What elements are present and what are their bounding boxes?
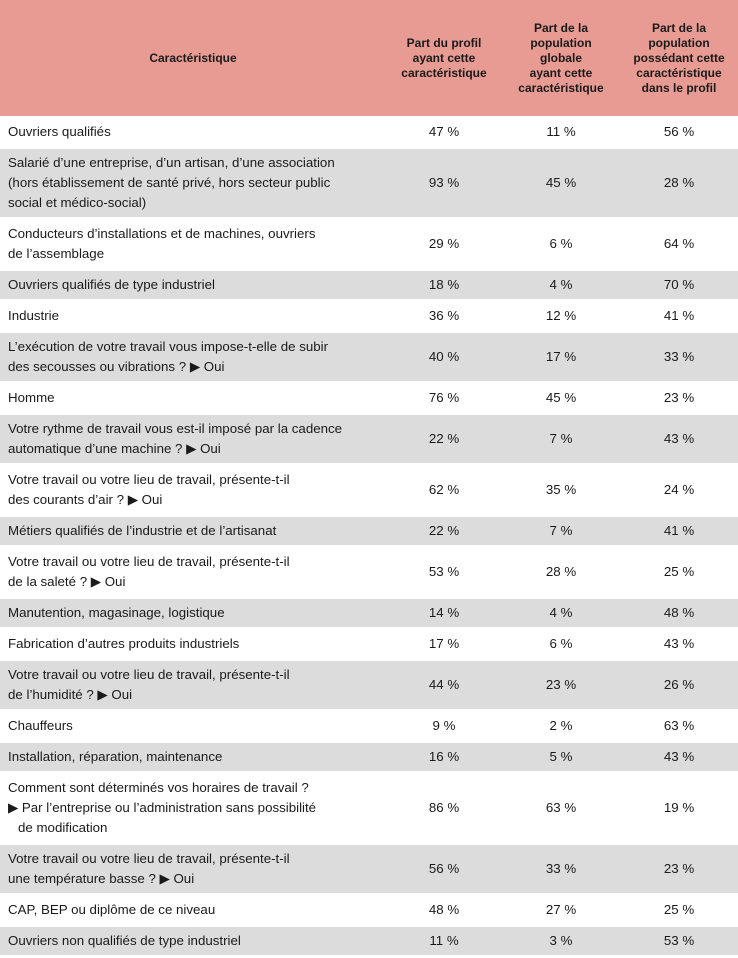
characteristic-line: L’exécution de votre travail vous impose-t-elle de subir bbox=[8, 339, 329, 354]
profile-population-share-cell: 56 % bbox=[620, 117, 738, 148]
characteristic-line: Métiers qualifiés de l’industrie et de l’artisanat bbox=[8, 523, 277, 538]
global-share-cell: 6 % bbox=[502, 219, 620, 270]
table-row bbox=[0, 516, 738, 547]
table-row bbox=[0, 598, 738, 629]
header-line: possédant cette bbox=[633, 50, 725, 65]
global-share-cell: 5 % bbox=[502, 742, 620, 773]
profile-population-share-cell: 41 % bbox=[620, 301, 738, 332]
profile-share-cell: 93 % bbox=[386, 148, 502, 219]
header-line: population bbox=[530, 35, 592, 50]
global-share-cell: 27 % bbox=[502, 895, 620, 926]
table-row bbox=[0, 773, 738, 844]
table-row bbox=[0, 332, 738, 383]
global-share-cell: 17 % bbox=[502, 332, 620, 383]
profile-population-share-cell: 25 % bbox=[620, 547, 738, 598]
profile-population-share-cell: 63 % bbox=[620, 711, 738, 742]
profile-population-share-cell: 24 % bbox=[620, 465, 738, 516]
header-profile-share bbox=[386, 0, 502, 117]
table-row bbox=[0, 270, 738, 301]
header-line: Part du profil bbox=[406, 35, 482, 50]
characteristic-cell bbox=[0, 660, 386, 711]
characteristic-line: une température basse ? ▶ Oui bbox=[8, 871, 195, 886]
global-share-cell: 28 % bbox=[502, 547, 620, 598]
characteristic-cell bbox=[0, 926, 386, 957]
profile-population-share-cell: 41 % bbox=[620, 516, 738, 547]
profile-population-share-cell: 43 % bbox=[620, 742, 738, 773]
characteristic-line: Ouvriers qualifiés de type industriel bbox=[8, 277, 215, 292]
profile-population-share-cell: 26 % bbox=[620, 660, 738, 711]
characteristic-line: des courants d’air ? ▶ Oui bbox=[8, 492, 163, 507]
header-line: ayant cette bbox=[412, 50, 476, 65]
profile-share-cell: 18 % bbox=[386, 270, 502, 301]
characteristic-line: Votre travail ou votre lieu de travail, présente-t-il bbox=[8, 851, 290, 866]
profile-share-cell: 11 % bbox=[386, 926, 502, 957]
global-share-cell: 33 % bbox=[502, 844, 620, 895]
characteristic-line: de modification bbox=[18, 820, 108, 835]
table-row bbox=[0, 629, 738, 660]
characteristic-cell bbox=[0, 773, 386, 844]
profile-share-cell: 36 % bbox=[386, 301, 502, 332]
characteristic-line: Ouvriers qualifiés bbox=[8, 124, 111, 139]
global-share-cell: 12 % bbox=[502, 301, 620, 332]
profile-population-share-cell: 19 % bbox=[620, 773, 738, 844]
global-share-cell: 6 % bbox=[502, 629, 620, 660]
global-share-cell: 2 % bbox=[502, 711, 620, 742]
profile-population-share-cell: 53 % bbox=[620, 926, 738, 957]
global-share-cell: 23 % bbox=[502, 660, 620, 711]
table-header-row bbox=[0, 0, 738, 117]
characteristic-cell bbox=[0, 844, 386, 895]
profile-share-cell: 86 % bbox=[386, 773, 502, 844]
characteristic-line: de l’humidité ? ▶ Oui bbox=[8, 687, 133, 702]
characteristic-line: Salarié d’une entreprise, d’un artisan, d’une association bbox=[8, 155, 335, 170]
characteristic-line: Installation, réparation, maintenance bbox=[8, 749, 223, 764]
table-row bbox=[0, 219, 738, 270]
characteristic-line: Votre travail ou votre lieu de travail, présente-t-il bbox=[8, 554, 290, 569]
profile-share-cell: 47 % bbox=[386, 117, 502, 148]
characteristic-cell bbox=[0, 547, 386, 598]
table-row bbox=[0, 660, 738, 711]
profile-population-share-cell: 28 % bbox=[620, 148, 738, 219]
global-share-cell: 45 % bbox=[502, 148, 620, 219]
table-row bbox=[0, 117, 738, 148]
table-row bbox=[0, 711, 738, 742]
profile-share-cell: 29 % bbox=[386, 219, 502, 270]
characteristic-line: automatique d’une machine ? ▶ Oui bbox=[8, 441, 221, 456]
profile-population-share-cell: 33 % bbox=[620, 332, 738, 383]
header-profile-population-share bbox=[620, 0, 738, 117]
characteristic-line: Fabrication d’autres produits industriels bbox=[8, 636, 240, 651]
characteristic-cell bbox=[0, 301, 386, 332]
characteristic-line: Votre travail ou votre lieu de travail, présente-t-il bbox=[8, 472, 290, 487]
table-row bbox=[0, 301, 738, 332]
header-line: caractéristique bbox=[636, 65, 722, 80]
table-row bbox=[0, 465, 738, 516]
profile-population-share-cell: 64 % bbox=[620, 219, 738, 270]
profile-population-share-cell: 25 % bbox=[620, 895, 738, 926]
profile-population-share-cell: 43 % bbox=[620, 414, 738, 465]
table-row bbox=[0, 148, 738, 219]
global-share-cell: 45 % bbox=[502, 383, 620, 414]
global-share-cell: 3 % bbox=[502, 926, 620, 957]
characteristic-cell bbox=[0, 148, 386, 219]
global-share-cell: 7 % bbox=[502, 516, 620, 547]
profile-share-cell: 62 % bbox=[386, 465, 502, 516]
profile-share-cell: 22 % bbox=[386, 516, 502, 547]
header-line: population bbox=[648, 35, 710, 50]
characteristic-line: (hors établissement de santé privé, hors secteur public bbox=[8, 175, 331, 190]
profile-share-cell: 56 % bbox=[386, 844, 502, 895]
global-share-cell: 35 % bbox=[502, 465, 620, 516]
characteristic-cell bbox=[0, 383, 386, 414]
characteristic-line: de l’assemblage bbox=[8, 246, 105, 261]
characteristic-line: Industrie bbox=[8, 308, 59, 323]
profile-share-cell: 53 % bbox=[386, 547, 502, 598]
profile-population-share-cell: 23 % bbox=[620, 844, 738, 895]
characteristic-line: Ouvriers non qualifiés de type industriel bbox=[8, 933, 241, 948]
profile-share-cell: 9 % bbox=[386, 711, 502, 742]
global-share-cell: 4 % bbox=[502, 270, 620, 301]
characteristic-line: Comment sont déterminés vos horaires de travail ? bbox=[8, 780, 309, 795]
characteristic-line: Homme bbox=[8, 390, 55, 405]
header-line: caractéristique bbox=[401, 65, 487, 80]
characteristic-line: CAP, BEP ou diplôme de ce niveau bbox=[8, 902, 216, 917]
profile-population-share-cell: 43 % bbox=[620, 629, 738, 660]
profile-share-cell: 76 % bbox=[386, 383, 502, 414]
global-share-cell: 7 % bbox=[502, 414, 620, 465]
table-row bbox=[0, 926, 738, 957]
global-share-cell: 4 % bbox=[502, 598, 620, 629]
profile-share-cell: 40 % bbox=[386, 332, 502, 383]
profile-share-cell: 17 % bbox=[386, 629, 502, 660]
header-line: Part de la bbox=[533, 20, 589, 35]
characteristic-cell bbox=[0, 598, 386, 629]
header-line: ayant cette bbox=[529, 65, 593, 80]
header-line: dans le profil bbox=[641, 80, 717, 95]
global-share-cell: 63 % bbox=[502, 773, 620, 844]
characteristic-cell bbox=[0, 270, 386, 301]
characteristic-cell bbox=[0, 117, 386, 148]
characteristic-line: ▶ Par l’entreprise ou l’administration sans possibilité bbox=[8, 800, 317, 815]
header-characteristic: Caractéristique bbox=[0, 0, 386, 117]
header-line: caractéristique bbox=[518, 80, 604, 95]
global-share-cell: 11 % bbox=[502, 117, 620, 148]
profile-population-share-cell: 48 % bbox=[620, 598, 738, 629]
characteristic-cell bbox=[0, 465, 386, 516]
header-line: globale bbox=[539, 50, 582, 65]
table-row bbox=[0, 844, 738, 895]
characteristic-cell bbox=[0, 711, 386, 742]
table-row bbox=[0, 383, 738, 414]
table-row bbox=[0, 895, 738, 926]
profile-population-share-cell: 23 % bbox=[620, 383, 738, 414]
profile-share-cell: 14 % bbox=[386, 598, 502, 629]
characteristic-line: social et médico-social) bbox=[8, 195, 147, 210]
profile-share-cell: 16 % bbox=[386, 742, 502, 773]
characteristic-line: Conducteurs d’installations et de machines, ouvriers bbox=[8, 226, 316, 241]
characteristic-cell bbox=[0, 332, 386, 383]
characteristic-cell bbox=[0, 629, 386, 660]
table-body bbox=[0, 117, 738, 957]
characteristic-cell bbox=[0, 219, 386, 270]
characteristic-cell bbox=[0, 895, 386, 926]
characteristic-cell bbox=[0, 742, 386, 773]
profile-share-cell: 44 % bbox=[386, 660, 502, 711]
characteristic-cell bbox=[0, 414, 386, 465]
profile-population-share-cell: 70 % bbox=[620, 270, 738, 301]
table-row bbox=[0, 547, 738, 598]
header-global-share bbox=[502, 0, 620, 117]
characteristic-line: Votre travail ou votre lieu de travail, présente-t-il bbox=[8, 667, 290, 682]
characteristic-line: Manutention, magasinage, logistique bbox=[8, 605, 225, 620]
characteristic-line: des secousses ou vibrations ? ▶ Oui bbox=[8, 359, 225, 374]
table-row bbox=[0, 414, 738, 465]
characteristic-line: Votre rythme de travail vous est-il imposé par la cadence bbox=[8, 421, 343, 436]
characteristic-line: de la saleté ? ▶ Oui bbox=[8, 574, 126, 589]
characteristic-line: Chauffeurs bbox=[8, 718, 73, 733]
table-row bbox=[0, 742, 738, 773]
profile-share-cell: 22 % bbox=[386, 414, 502, 465]
header-line: Part de la bbox=[651, 20, 707, 35]
characteristic-cell bbox=[0, 516, 386, 547]
profile-share-cell: 48 % bbox=[386, 895, 502, 926]
